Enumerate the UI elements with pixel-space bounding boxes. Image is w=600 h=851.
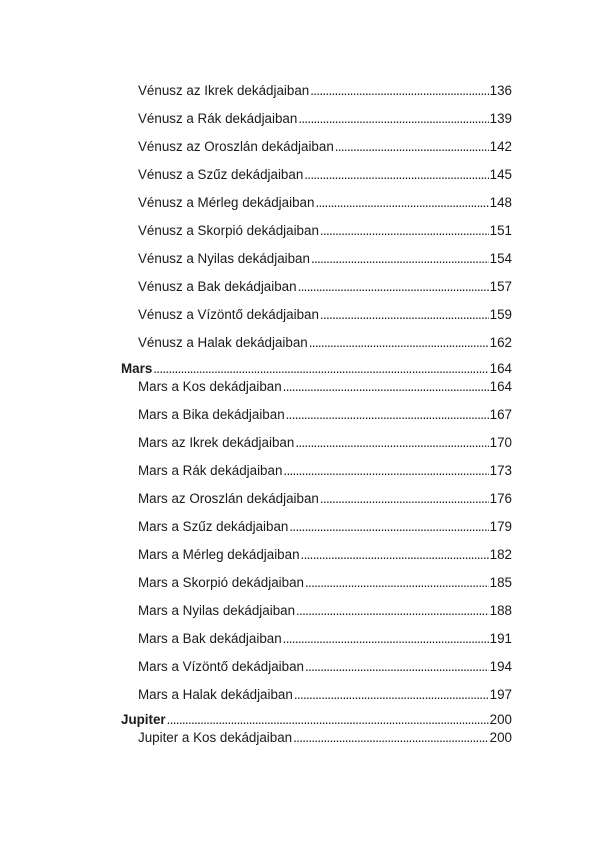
toc-entry[interactable] bbox=[138, 546, 512, 564]
toc-entry[interactable] bbox=[138, 250, 512, 268]
toc-page-number: 194 bbox=[489, 659, 512, 674]
dot-leader bbox=[304, 166, 488, 184]
toc-entry[interactable] bbox=[138, 574, 512, 592]
toc-entry-title: Mars a Skorpió dekádjaiban bbox=[138, 575, 304, 590]
toc-page-number: 136 bbox=[489, 83, 512, 98]
toc-entry[interactable] bbox=[138, 630, 512, 648]
dot-leader bbox=[296, 602, 489, 620]
toc-page-number: 164 bbox=[489, 361, 512, 376]
toc-entry-title: Mars a Bika dekádjaiban bbox=[138, 407, 285, 422]
toc-entry-title: Mars a Szűz dekádjaiban bbox=[138, 519, 289, 534]
toc-entry-title: Mars az Oroszlán dekádjaiban bbox=[138, 491, 319, 506]
toc-entry-title: Vénusz a Skorpió dekádjaiban bbox=[138, 223, 319, 238]
toc-chapter-entry[interactable] bbox=[121, 360, 512, 378]
toc-page-number: 200 bbox=[489, 730, 512, 745]
toc-page-number: 154 bbox=[489, 251, 512, 266]
toc-entry[interactable] bbox=[138, 434, 512, 452]
toc-entry-title: Mars a Bak dekádjaiban bbox=[138, 631, 282, 646]
toc-entry-title: Vénusz a Vízöntő dekádjaiban bbox=[138, 307, 319, 322]
toc-page-number: 188 bbox=[489, 603, 512, 618]
toc-page-number: 200 bbox=[489, 712, 512, 727]
dot-leader bbox=[283, 630, 489, 648]
toc-page-number: 148 bbox=[489, 195, 512, 210]
toc-entry-title: Vénusz az Oroszlán dekádjaiban bbox=[138, 139, 334, 154]
toc-entry-title: Jupiter a Kos dekádjaiban bbox=[138, 730, 293, 745]
dot-leader bbox=[283, 378, 489, 396]
toc-entry[interactable] bbox=[138, 602, 512, 620]
toc-entry-title: Vénusz a Halak dekádjaiban bbox=[138, 335, 308, 350]
toc-entry[interactable] bbox=[138, 138, 512, 156]
toc-page-number: 159 bbox=[489, 307, 512, 322]
toc-entry-title: Vénusz a Nyilas dekádjaiban bbox=[138, 251, 310, 266]
toc-page-number: 139 bbox=[489, 111, 512, 126]
dot-leader bbox=[310, 82, 488, 100]
toc-page-number: 179 bbox=[489, 519, 512, 534]
dot-leader bbox=[335, 138, 489, 156]
toc-entry[interactable] bbox=[138, 729, 512, 747]
dot-leader bbox=[167, 711, 489, 729]
toc-chapter-entry[interactable] bbox=[121, 711, 512, 729]
toc-entry[interactable] bbox=[138, 518, 512, 536]
dot-leader bbox=[320, 490, 489, 508]
toc-page-number: 142 bbox=[489, 139, 512, 154]
toc-entry[interactable] bbox=[138, 490, 512, 508]
toc-page-number: 170 bbox=[489, 435, 512, 450]
toc-page-number: 164 bbox=[489, 379, 512, 394]
toc-entry[interactable] bbox=[138, 686, 512, 704]
toc-entry-title: Vénusz a Szűz dekádjaiban bbox=[138, 167, 304, 182]
dot-leader bbox=[153, 360, 488, 378]
toc-entry[interactable] bbox=[138, 194, 512, 212]
dot-leader bbox=[309, 334, 489, 352]
dot-leader bbox=[293, 729, 489, 747]
toc-entry[interactable] bbox=[138, 406, 512, 424]
toc-page-number: 191 bbox=[489, 631, 512, 646]
toc-page-number: 157 bbox=[489, 279, 512, 294]
toc-chapter-title: Jupiter bbox=[121, 712, 166, 727]
toc-entry[interactable] bbox=[138, 378, 512, 396]
toc-page-number: 173 bbox=[489, 463, 512, 478]
toc-page-number: 145 bbox=[489, 167, 512, 182]
dot-leader bbox=[289, 518, 488, 536]
toc-page-number: 185 bbox=[489, 575, 512, 590]
toc-chapter-title: Mars bbox=[121, 361, 153, 376]
toc-entry[interactable] bbox=[138, 462, 512, 480]
dot-leader bbox=[298, 278, 489, 296]
toc-page-number: 167 bbox=[489, 407, 512, 422]
dot-leader bbox=[294, 686, 489, 704]
toc-page-number: 197 bbox=[489, 687, 512, 702]
toc-entry[interactable] bbox=[138, 82, 512, 100]
toc-page-number: 176 bbox=[489, 491, 512, 506]
toc-entry-title: Mars a Kos dekádjaiban bbox=[138, 379, 282, 394]
dot-leader bbox=[283, 462, 488, 480]
toc-entry-title: Mars az Ikrek dekádjaiban bbox=[138, 435, 295, 450]
toc-entry[interactable] bbox=[138, 166, 512, 184]
dot-leader bbox=[305, 574, 489, 592]
toc-entry-title: Mars a Halak dekádjaiban bbox=[138, 687, 293, 702]
dot-leader bbox=[298, 110, 488, 128]
dot-leader bbox=[301, 546, 489, 564]
dot-leader bbox=[295, 434, 488, 452]
toc-entry[interactable] bbox=[138, 334, 512, 352]
toc-entry-title: Mars a Vízöntő dekádjaiban bbox=[138, 659, 304, 674]
dot-leader bbox=[311, 250, 489, 268]
toc-entry-title: Vénusz a Mérleg dekádjaiban bbox=[138, 195, 315, 210]
toc-page-number: 162 bbox=[489, 335, 512, 350]
dot-leader bbox=[315, 194, 488, 212]
toc-entry-title: Mars a Rák dekádjaiban bbox=[138, 463, 283, 478]
toc-entry[interactable] bbox=[138, 306, 512, 324]
toc-entry[interactable] bbox=[138, 278, 512, 296]
toc-entry[interactable] bbox=[138, 658, 512, 676]
toc-page-number: 151 bbox=[489, 223, 512, 238]
toc-page-number: 182 bbox=[489, 547, 512, 562]
toc-entry-title: Vénusz az Ikrek dekádjaiban bbox=[138, 83, 310, 98]
toc-entry[interactable] bbox=[138, 110, 512, 128]
dot-leader bbox=[320, 222, 489, 240]
toc-entry[interactable] bbox=[138, 222, 512, 240]
toc-entry-title: Vénusz a Rák dekádjaiban bbox=[138, 111, 298, 126]
toc-entry-title: Mars a Nyilas dekádjaiban bbox=[138, 603, 296, 618]
dot-leader bbox=[320, 306, 489, 324]
toc-entry-title: Vénusz a Bak dekádjaiban bbox=[138, 279, 297, 294]
dot-leader bbox=[286, 406, 489, 424]
dot-leader bbox=[305, 658, 489, 676]
toc-entry-title: Mars a Mérleg dekádjaiban bbox=[138, 547, 300, 562]
